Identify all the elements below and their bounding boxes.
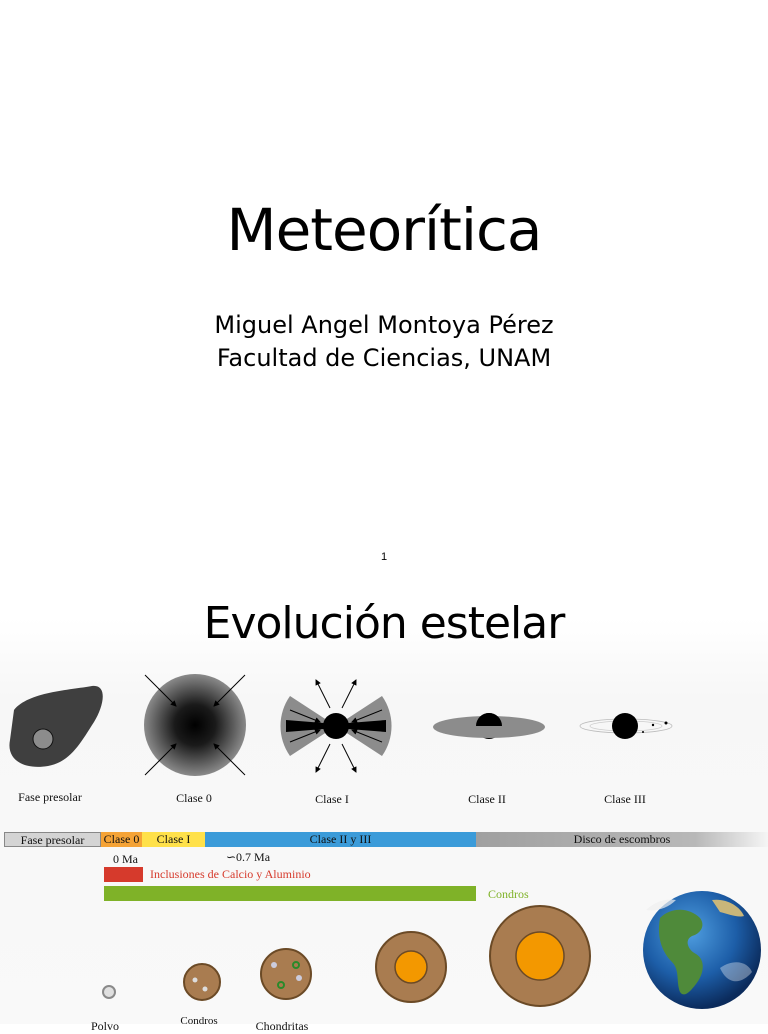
chondrules-label: Condros — [488, 887, 529, 901]
timeline-debris-disk: Disco de escombros — [476, 832, 768, 847]
class3-shape — [580, 713, 672, 739]
timeline-class2-3: Clase II y III — [205, 832, 476, 847]
timeline-class1: Clase I — [142, 832, 205, 847]
marker-07ma: ∽0.7 Ma — [226, 850, 271, 864]
timeline-class0: Clase 0 — [101, 832, 142, 847]
cai-bar — [104, 867, 143, 882]
timeline-presolar: Fase presolar — [4, 832, 101, 847]
earth-globe — [643, 891, 761, 1009]
slide-title: Meteorítica — [226, 196, 542, 264]
caption-class1: Clase I — [315, 792, 349, 806]
page-number: 1 — [380, 551, 388, 563]
caption-presolar: Fase presolar — [18, 790, 82, 804]
chondrite-body — [261, 949, 311, 999]
protoplanet-body — [490, 906, 590, 1006]
caption-class0: Clase 0 — [176, 791, 212, 805]
class0-shape — [144, 674, 246, 776]
stellar-evolution-slide — [0, 578, 768, 1033]
caption-chondrules: Condros — [180, 1015, 218, 1027]
caption-chondrites: Chondritas — [255, 1019, 309, 1033]
class1-shape — [280, 680, 391, 772]
cai-label: Inclusiones de Calcio y Aluminio — [150, 867, 311, 881]
slide-title-2: Evolución estelar — [203, 598, 565, 649]
caption-dust: Polvo — [90, 1019, 119, 1033]
marker-0ma: 0 Ma — [113, 852, 138, 866]
stages-illustration — [0, 670, 768, 790]
bodies-illustration — [0, 888, 768, 1018]
caption-class2: Clase II — [468, 792, 506, 806]
dust-grain — [103, 986, 115, 998]
caption-class3: Clase III — [604, 792, 646, 806]
author-name: Miguel Angel Montoya Pérez — [214, 311, 554, 339]
planetesimal-body — [376, 932, 446, 1002]
presolar-cloud-shape — [9, 686, 102, 767]
class2-shape — [433, 713, 545, 739]
institution-name: Facultad de Ciencias, UNAM — [216, 344, 552, 372]
chondrule-body — [184, 964, 220, 1000]
